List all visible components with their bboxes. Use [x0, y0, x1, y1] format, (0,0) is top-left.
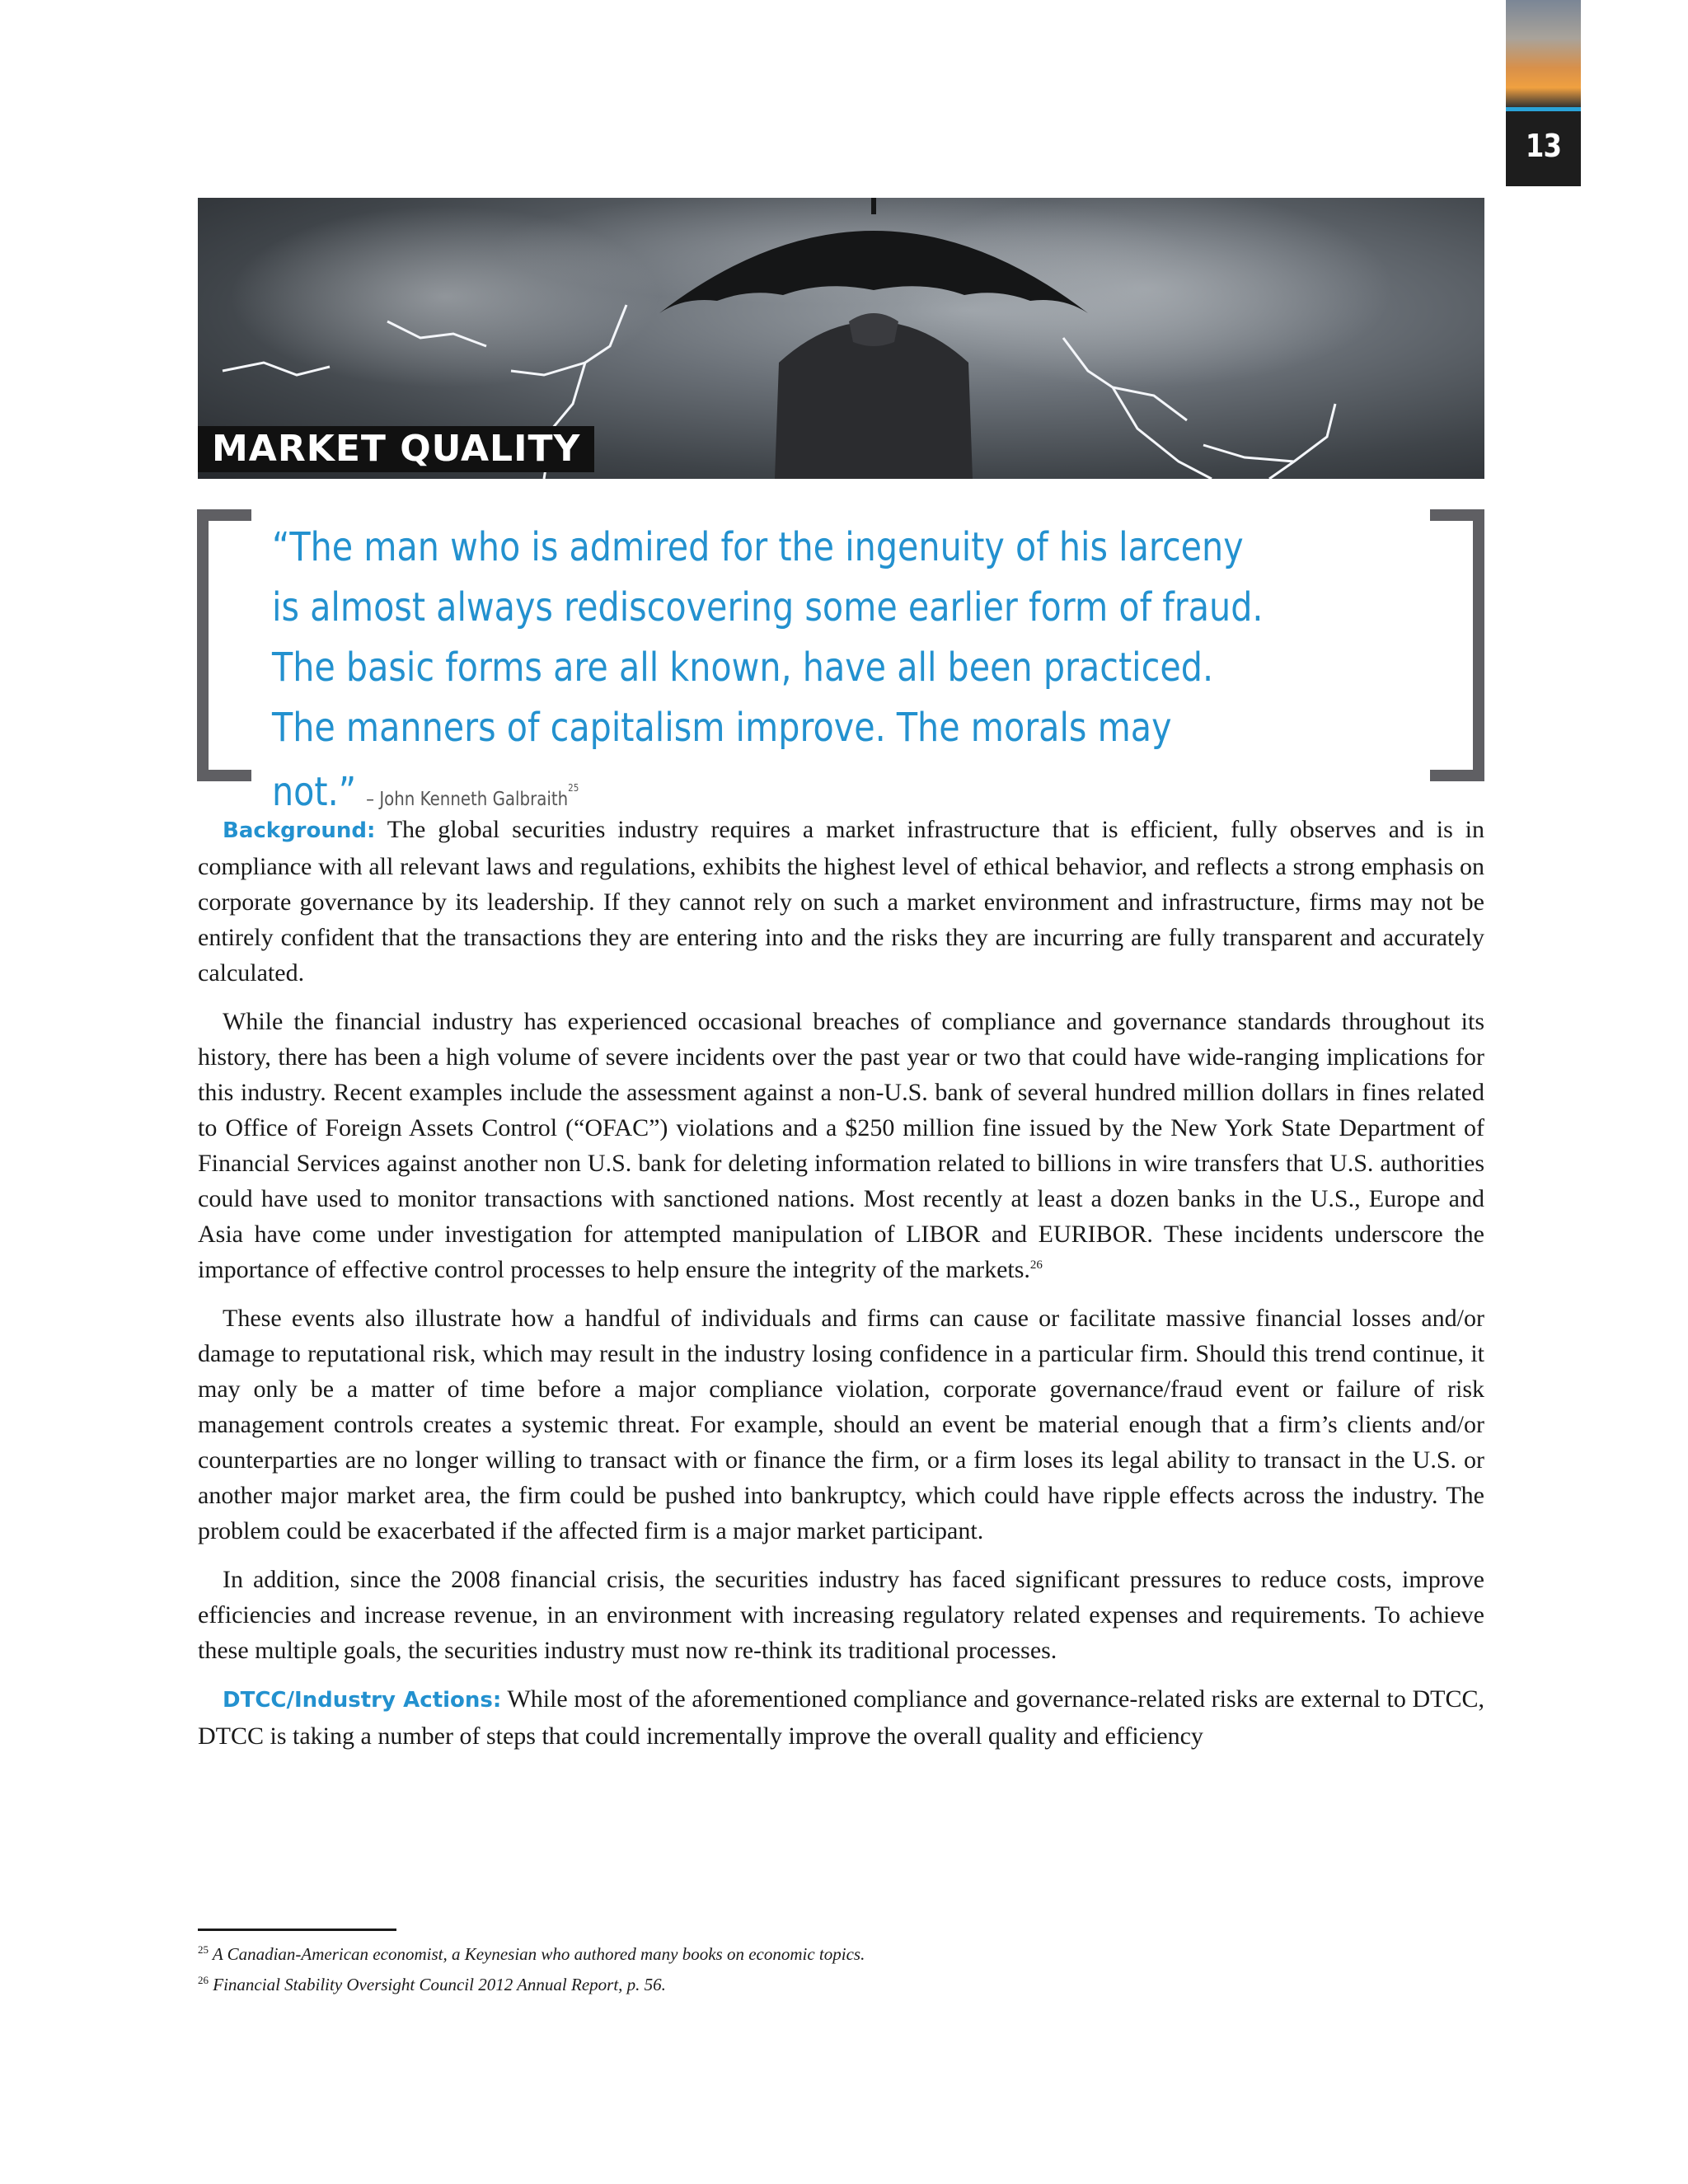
paragraph [198, 1301, 1484, 1549]
quote-bracket-left [197, 509, 251, 781]
footnote-number: 25 [198, 1943, 209, 1956]
footnote-text: A Canadian-American economist, a Keynesian who authored many books on economic topics. [212, 1944, 865, 1964]
footnotes [198, 1937, 1484, 1998]
run-in-heading: DTCC/Industry Actions: [223, 1688, 502, 1713]
paragraph [198, 1004, 1484, 1287]
page-number: 13 [1525, 128, 1562, 164]
hero-image [198, 198, 1484, 479]
paragraph-background [198, 812, 1484, 991]
pull-quote [272, 518, 1264, 830]
page-number-box [1506, 111, 1581, 186]
storm-thumbnail-image [1506, 0, 1581, 110]
figure-neck [849, 313, 898, 346]
paragraph-actions [198, 1681, 1484, 1754]
paragraph-text: The global securities industry requires a market infrastructure that is efficient, fully observes and is in compliance with all relevant laws and regulations, exhibits the highest level of ethical behavior, and reflects a strong emphasis on corporate governance by its leadership. If they cannot rely on such a market environment and infrastructure, firms may not be entirely confident that the transactions they are entering into and the risks they are incurring are fully transparent and accurately calculated. [198, 816, 1484, 987]
page-number-tab [1506, 0, 1581, 186]
footnote [198, 1937, 1484, 1967]
quote-bracket-right [1430, 509, 1484, 781]
paragraph-text: While the financial industry has experienced occasional breaches of compliance and governance standards throughout its history, there has been a high volume of severe incidents over the past year or two that could have wide-ranging implications for this industry. Recent examples include the assessment against a non-U.S. bank of several hundred million dollars in fines related to Office of Foreign Assets Control (“OFAC”) violations and a $250 million fine issued by the New York State Department of Financial Services against another non U.S. bank for deleting information related to billions in wire transfers that U.S. authorities could have used to monitor transactions with sanctioned nations. Most recently at least a dozen banks in the U.S., Europe and Asia have come under investigation for attempted manipulation of LIBOR and EURIBOR. These incidents underscore the importance of effective control processes to help ensure the integrity of the markets. [198, 1008, 1484, 1283]
paragraph-text: These events also illustrate how a handful of individuals and firms can cause or facilitate massive financial losses and/or damage to reputational risk, which may result in the industry losing confidence in a particular firm. Should this trend continue, it may only be a matter of time before a major compliance violation, corporate governance/fraud event or failure of risk management controls creates a systemic threat. For example, should an event be material enough that a firm’s clients and/or counterparties are no longer willing to transact with or finance the firm, or a firm loses its legal ability to transact in the U.S. or another major market area, the firm could be pushed into bankruptcy, which could have ripple effects across the industry. The problem could be exacerbated if the affected firm is a major market participant. [198, 1305, 1484, 1544]
footnote-reference: 25 [568, 782, 579, 794]
run-in-heading: Background: [223, 818, 376, 843]
paragraph-text: In addition, since the 2008 financial crisis, the securities industry has faced significant pressures to reduce costs, improve efficiencies and increase revenue, in an environment with increasing regulatory related expenses and requirements. To achieve these multiple goals, the securities industry must now re-think its traditional processes. [198, 1566, 1484, 1664]
footnote-reference: 26 [1029, 1258, 1043, 1272]
footnote-divider [198, 1929, 396, 1931]
paragraph [198, 1562, 1484, 1668]
pull-quote-text: “The man who is admired for the ingenuity of his larceny is almost always rediscovering some earlier form of fraud. The basic forms are all known, have all been practiced. The manners of capitalism improve. The morals may not.” [272, 524, 1264, 815]
footnote [198, 1967, 1484, 1998]
quote-attribution: – John Kenneth Galbraith [366, 789, 569, 810]
footnote-text: Financial Stability Oversight Council 2012 Annual Report, p. 56. [213, 1975, 666, 1994]
article-body [198, 812, 1484, 1767]
section-title: MARKET QUALITY [198, 426, 594, 472]
footnote-number: 26 [198, 1974, 209, 1986]
paragraph-text: While most of the aforementioned compliance and governance-related risks are external to DTCC, DTCC is taking a number of steps that could incrementally improve the overall quality and efficiency [198, 1685, 1484, 1750]
